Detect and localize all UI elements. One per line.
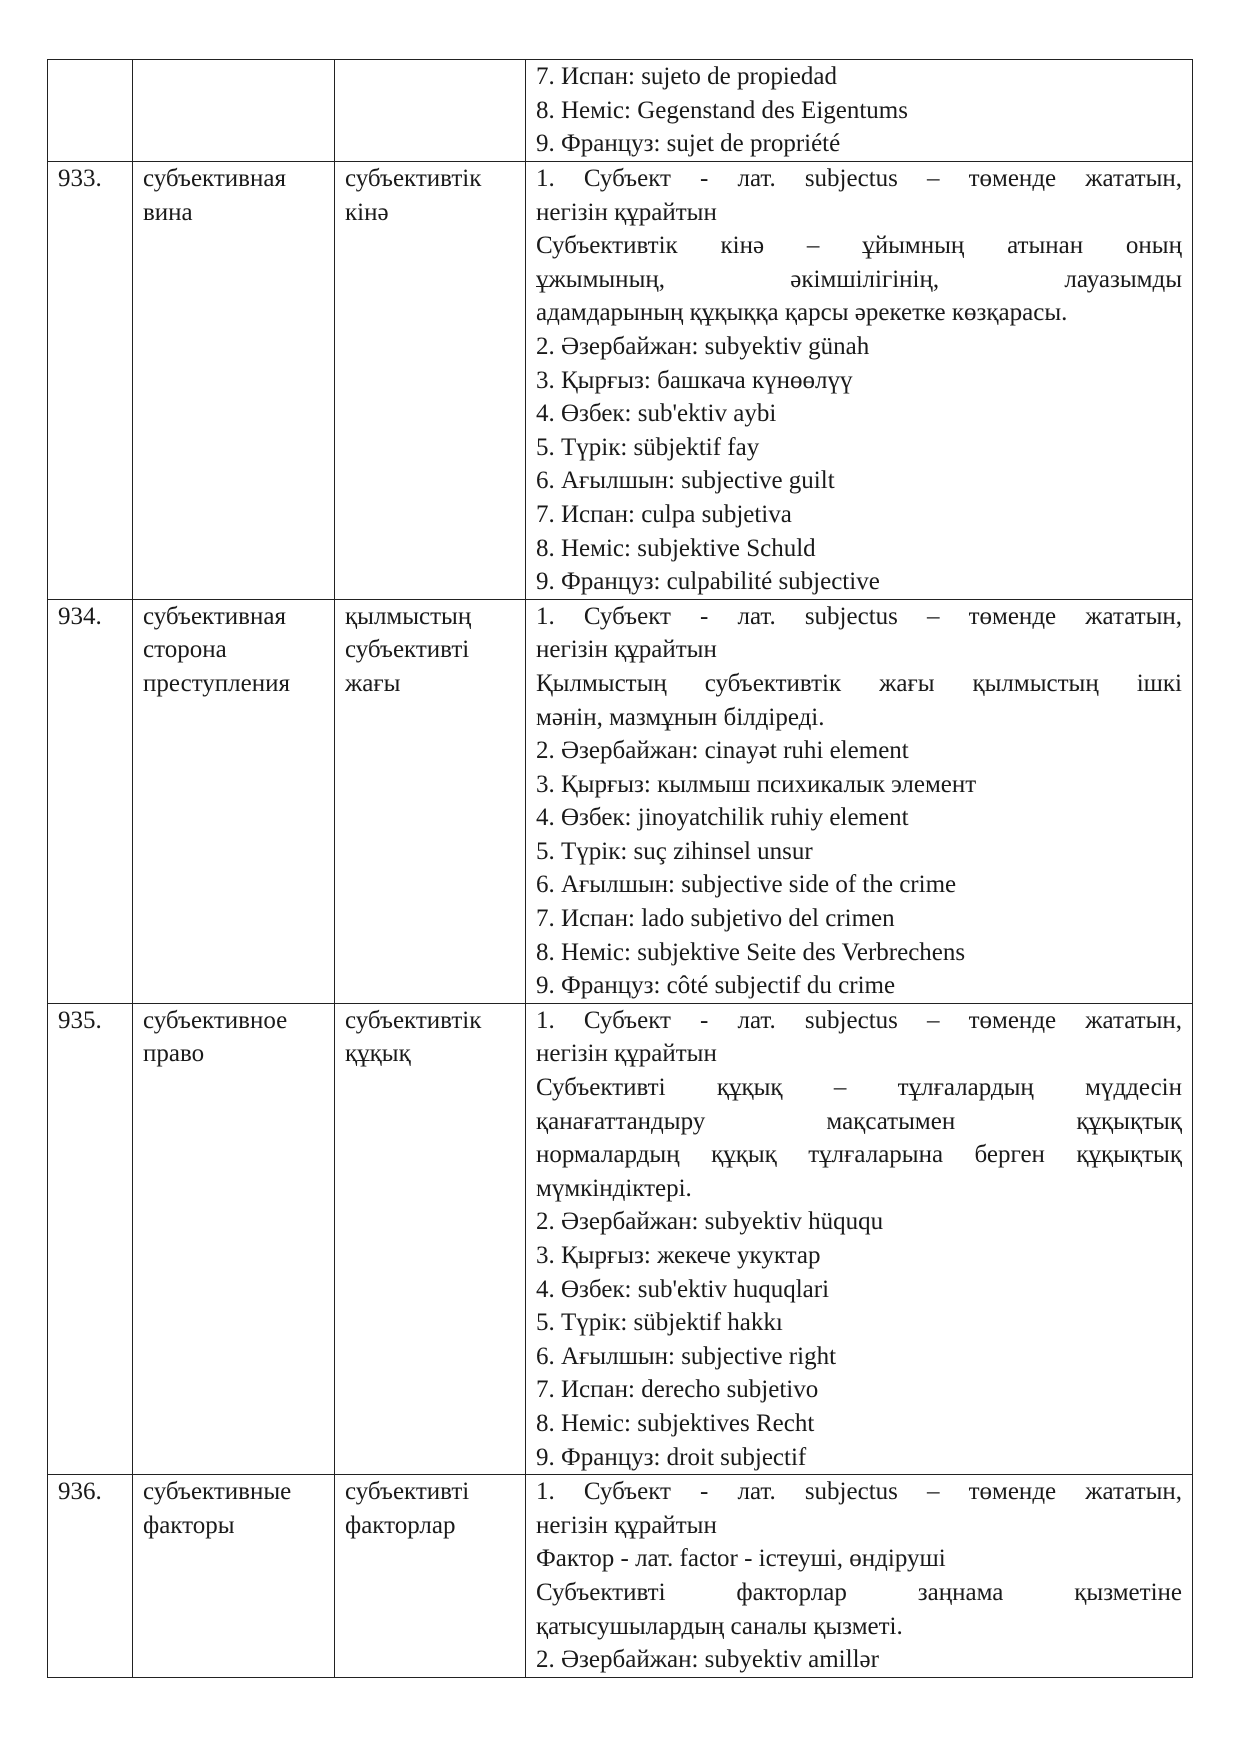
definition-line: адамдарының құқыққа қарсы әрекетке көзқарасы.	[536, 299, 1068, 327]
etymology-line: Фактор - лат. factor - істеуші, өндіруші	[536, 1545, 946, 1573]
russian-term-cell	[133, 599, 335, 1003]
description-cell	[526, 60, 1193, 162]
description-cell	[526, 1003, 1193, 1474]
russian-term-line: преступления	[143, 669, 290, 697]
definition-line: мәнін, мазмұнын білдіреді.	[536, 703, 825, 731]
translation-line: 7. Испан: sujeto de propiedad	[536, 63, 837, 90]
kazakh-term-cell	[335, 162, 526, 600]
translation-line: 2. Әзербайжан: subyektiv günah	[536, 332, 870, 360]
translation-line: 2. Әзербайжан: subyektiv amillər	[536, 1646, 879, 1674]
russian-term-line: вина	[143, 198, 193, 226]
description-cell	[526, 1475, 1193, 1678]
russian-term-cell	[133, 162, 335, 600]
russian-term-line: субъективная	[143, 602, 286, 630]
entry-number: 934.	[48, 599, 133, 1003]
translation-line: 6. Ағылшын: subjective right	[536, 1342, 837, 1370]
etymology-line: 1. Субъект - лат. subjectus – төменде жататын,	[536, 1006, 1182, 1034]
definition-line: мүмкіндіктері.	[536, 1174, 692, 1202]
translation-line: 8. Неміс: subjektive Schuld	[536, 534, 816, 562]
kazakh-term-line: субъективтік	[345, 1006, 482, 1034]
translation-line: 8. Неміс: subjektive Seite des Verbrechens	[536, 938, 966, 966]
entry-number: 933.	[48, 162, 133, 600]
kazakh-term-cell	[335, 1003, 526, 1474]
kazakh-term-line: жағы	[345, 669, 401, 697]
description-cell	[526, 162, 1193, 600]
kazakh-term-line: субъективті	[345, 636, 470, 664]
table-row-934	[48, 599, 1193, 1003]
translation-line: 7. Испан: culpa subjetiva	[536, 500, 792, 528]
definition-line: ұжымының, әкімшілігінің, лауазымды	[536, 265, 1182, 293]
russian-term-cell	[133, 1003, 335, 1474]
kazakh-term-line: субъективтік	[345, 165, 482, 192]
translation-line: 7. Испан: derecho subjetivo	[536, 1376, 819, 1404]
table-row-continuation	[48, 60, 1193, 162]
translation-line: 5. Түрік: suç zihinsel unsur	[536, 837, 813, 865]
kazakh-term-line: кінә	[345, 198, 389, 226]
entry-number: 936.	[48, 1475, 133, 1678]
translation-line: 4. Өзбек: sub'ektiv aybi	[536, 400, 777, 428]
definition-line: қанағаттандыру мақсатымен құқықтық	[536, 1107, 1182, 1135]
russian-term-line: право	[143, 1040, 205, 1068]
russian-term-cell	[133, 1475, 335, 1678]
description-cell	[526, 599, 1193, 1003]
etymology-line: 1. Субъект - лат. subjectus – төменде жататын,	[536, 1478, 1182, 1506]
etymology-line: 1. Субъект - лат. subjectus – төменде жататын,	[536, 602, 1182, 630]
definition-line: нормалардың құқық тұлғаларына берген құқықтық	[536, 1141, 1182, 1169]
kazakh-term-cell	[335, 599, 526, 1003]
definition-line: қатысушылардың саналы қызметі.	[536, 1612, 903, 1640]
russian-term-line: субъективные	[143, 1478, 292, 1506]
russian-term-line: сторона	[143, 636, 227, 664]
translation-line: 3. Қырғыз: жекече укуктар	[536, 1242, 821, 1269]
translation-line: 6. Ағылшын: subjective side of the crime	[536, 871, 957, 899]
translation-line: 3. Қырғыз: башкача күнөөлүү	[536, 366, 853, 394]
translation-line: 4. Өзбек: sub'ektiv huquqlari	[536, 1275, 830, 1303]
translation-line: 9. Француз: côté subjectif du crime	[536, 972, 896, 1000]
translation-line: 5. Түрік: sübjektif hakkı	[536, 1309, 783, 1337]
etymology-line: негізін құрайтын	[536, 1040, 717, 1068]
translation-line: 2. Әзербайжан: subyektiv hüququ	[536, 1208, 884, 1236]
translation-line: 3. Қырғыз: кылмыш психикалык элемент	[536, 770, 977, 798]
definition-line: Субъективтік кінә – ұйымның атынан оның	[536, 232, 1182, 260]
translation-line: 9. Француз: sujet de propriété	[536, 130, 841, 158]
russian-term-cell	[133, 60, 335, 162]
russian-term-line: субъективное	[143, 1006, 288, 1034]
number-cell	[48, 60, 133, 162]
table-row-936	[48, 1475, 1193, 1678]
kazakh-term-line: қылмыстың	[345, 602, 472, 630]
kazakh-term-line: құқық	[345, 1040, 411, 1068]
definition-line: Субъективті факторлар заңнама қызметіне	[536, 1578, 1182, 1606]
table-row-935	[48, 1003, 1193, 1474]
table-row-933	[48, 162, 1193, 600]
translation-line: 7. Испан: lado subjetivo del crimen	[536, 905, 895, 933]
translation-line: 8. Неміс: subjektives Recht	[536, 1409, 815, 1437]
russian-term-line: субъективная	[143, 165, 286, 192]
translation-line: 2. Әзербайжан: cinayət ruhi element	[536, 737, 909, 765]
kazakh-term-cell	[335, 60, 526, 162]
etymology-line: негізін құрайтын	[536, 198, 717, 226]
translation-line: 6. Ағылшын: subjective guilt	[536, 467, 835, 495]
translation-line: 5. Түрік: sübjektif fay	[536, 433, 760, 461]
entry-number: 935.	[48, 1003, 133, 1474]
etymology-line: 1. Субъект - лат. subjectus – төменде жататын,	[536, 165, 1182, 192]
kazakh-term-line: субъективті	[345, 1478, 470, 1506]
translation-line: 4. Өзбек: jinoyatchilik ruhiy element	[536, 804, 909, 832]
etymology-line: негізін құрайтын	[536, 1511, 717, 1539]
definition-line: Қылмыстың субъективтік жағы қылмыстың ішкі	[536, 669, 1182, 697]
dictionary-table	[47, 59, 1193, 1678]
dictionary-page	[47, 59, 1192, 1678]
definition-line: Субъективті құқық – тұлғалардың мүддесін	[536, 1074, 1182, 1102]
translation-line: 9. Француз: droit subjectif	[536, 1443, 807, 1471]
translation-line: 8. Неміс: Gegenstand des Eigentums	[536, 96, 908, 124]
russian-term-line: факторы	[143, 1511, 235, 1539]
kazakh-term-cell	[335, 1475, 526, 1678]
translation-line: 9. Француз: culpabilité subjective	[536, 568, 880, 596]
etymology-line: негізін құрайтын	[536, 636, 717, 664]
kazakh-term-line: факторлар	[345, 1511, 456, 1539]
